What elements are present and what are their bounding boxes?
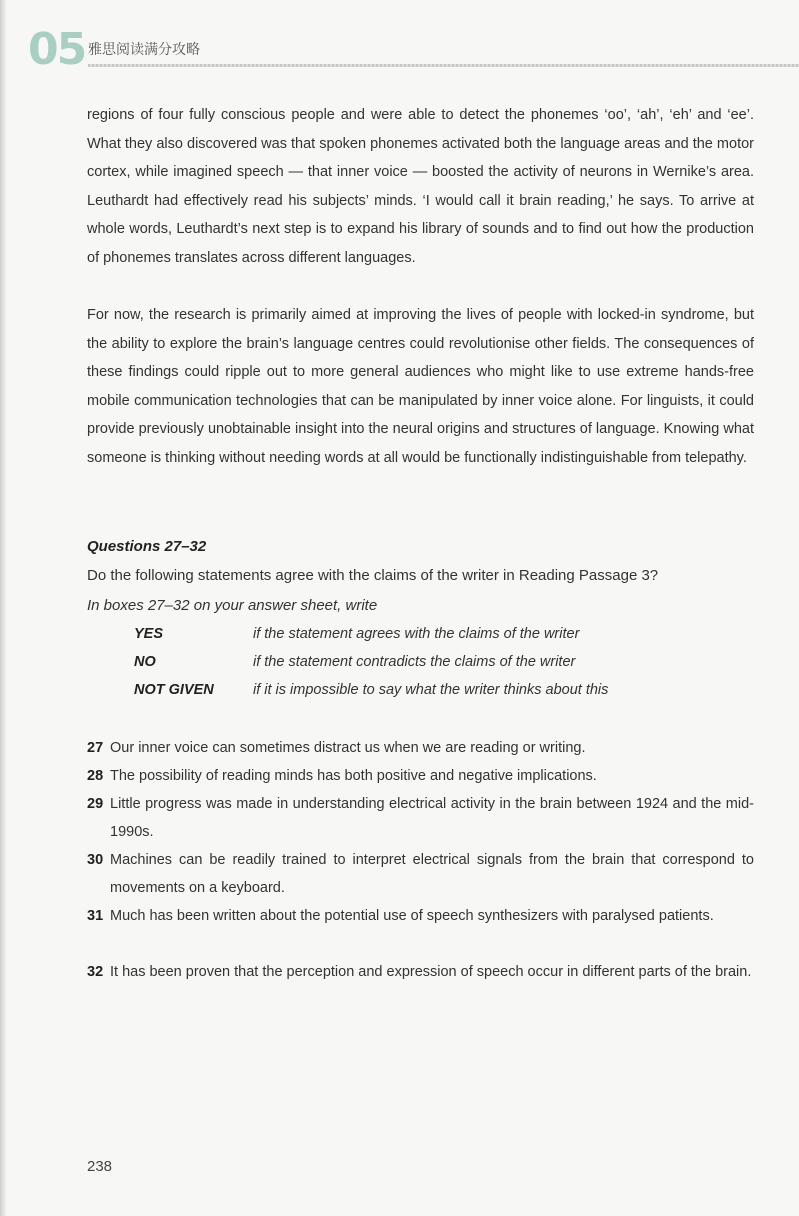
question-text: Machines can be readily trained to interpret electrical signals from the brain that correspond to movements on a keyboard. (110, 852, 754, 896)
question-item (87, 902, 754, 930)
question-text: The possibility of reading minds has both positive and negative implications. (110, 768, 597, 784)
answer-key-description: if the statement contradicts the claims of the writer (253, 654, 576, 670)
answer-key-term: NO (134, 654, 156, 670)
question-item (87, 790, 754, 846)
answer-key-description: if it is impossible to say what the writer thinks about this (253, 682, 609, 698)
question-item (87, 958, 754, 986)
header-rule (88, 64, 799, 67)
questions-instruction: Do the following statements agree with the claims of the writer in Reading Passage 3? (87, 567, 659, 584)
question-text: Our inner voice can sometimes distract us when we are reading or writing. (110, 740, 586, 756)
answer-key-term: NOT GIVEN (134, 682, 214, 698)
answer-key-description: if the statement agrees with the claims of the writer (253, 626, 580, 642)
question-item (87, 846, 754, 902)
questions-heading: Questions 27–32 (87, 538, 207, 555)
answer-sheet-instruction: In boxes 27–32 on your answer sheet, write (87, 597, 378, 614)
question-number: 32 (87, 964, 104, 980)
question-text: Much has been written about the potential use of speech synthesizers with paralysed patients. (110, 908, 714, 924)
question-text: Little progress was made in understanding electrical activity in the brain between 1924 and the mid-1990s. (110, 796, 754, 840)
question-item (87, 762, 754, 790)
question-item (87, 734, 754, 762)
question-number: 30 (87, 852, 104, 868)
passage-paragraph: For now, the research is primarily aimed at improving the lives of people with locked-in syndrome, but the ability to explore the brain’s language centres could revolutionise other fields. The consequences of these findings could ripple out to more general audiences who might like to use extreme hands-free mobile communication technologies that can be manipulated by inner voice alone. For linguists, it could provide previously unobtainable insight into the neural origins and structures of language. Knowing what someone is thinking without needing words at all would be functionally indistinguishable from telepathy. (87, 307, 754, 466)
question-number: 28 (87, 768, 104, 784)
page-header (28, 26, 799, 76)
page-binding-edge (0, 0, 6, 1216)
chapter-number: 05 (28, 24, 86, 75)
question-number: 27 (87, 740, 104, 756)
page-number: 238 (87, 1158, 113, 1175)
question-number: 31 (87, 908, 104, 924)
question-number: 29 (87, 796, 104, 812)
passage-paragraph: regions of four fully conscious people and were able to detect the phonemes ‘oo’, ‘ah’, ‘eh’ and ‘ee’. What they also discovered was that spoken phonemes activated both the language areas and the motor cortex, while imagined speech — that inner voice — boosted the activity of neurons in Wernike’s area. Leuthardt had effectively read his subjects’ minds. ‘I would call it brain reading,’ he says. To arrive at whole words, Leuthardt’s next step is to expand his library of sounds and to find out how the production of phonemes translates across different languages. (87, 107, 754, 266)
book-title: 雅思阅读满分攻略 (88, 41, 200, 57)
question-text: It has been proven that the perception and expression of speech occur in different parts of the brain. (110, 964, 752, 980)
answer-key-term: YES (134, 626, 164, 642)
